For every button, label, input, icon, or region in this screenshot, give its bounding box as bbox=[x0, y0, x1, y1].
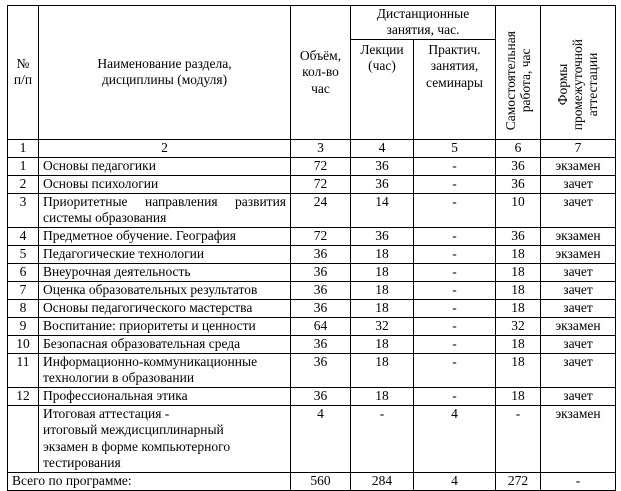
lectures-cell: 18 bbox=[351, 263, 414, 281]
self-study-cell: 32 bbox=[496, 317, 541, 335]
row-number-cell: 2 bbox=[8, 175, 39, 193]
assessment-cell: зачет bbox=[541, 387, 616, 405]
volume-cell: 36 bbox=[291, 387, 351, 405]
row-number-cell: 6 bbox=[8, 263, 39, 281]
volume-cell: 64 bbox=[291, 317, 351, 335]
lectures-cell: 18 bbox=[351, 353, 414, 387]
header-row-top bbox=[8, 6, 616, 40]
row-number-cell: 11 bbox=[8, 353, 39, 387]
discipline-name-cell: Основы психологии bbox=[39, 175, 291, 193]
lectures-cell: 18 bbox=[351, 281, 414, 299]
self-study-cell: 18 bbox=[496, 299, 541, 317]
self-study-cell: 18 bbox=[496, 263, 541, 281]
assessment-cell: экзамен bbox=[541, 227, 616, 245]
curriculum-table bbox=[7, 5, 616, 491]
volume-cell: 36 bbox=[291, 335, 351, 353]
discipline-name-cell: Информационно-коммуникационные технологии в образовании bbox=[39, 353, 291, 387]
header-num: № п/п bbox=[8, 6, 39, 140]
volume-cell: 72 bbox=[291, 157, 351, 175]
assessment-cell: экзамен bbox=[541, 157, 616, 175]
discipline-name-cell: Воспитание: приоритеты и ценности bbox=[39, 317, 291, 335]
practice-cell: - bbox=[414, 353, 496, 387]
self-study-cell: 36 bbox=[496, 157, 541, 175]
lectures-cell: 14 bbox=[351, 193, 414, 227]
table-row bbox=[8, 245, 616, 263]
col-index: 7 bbox=[541, 139, 616, 157]
volume-cell: 4 bbox=[291, 405, 351, 472]
row-number-cell: 12 bbox=[8, 387, 39, 405]
row-number-cell: 5 bbox=[8, 245, 39, 263]
lectures-cell: 36 bbox=[351, 157, 414, 175]
volume-cell: 36 bbox=[291, 353, 351, 387]
header-self-study-label: Самостоятельная работа, час bbox=[502, 31, 534, 131]
practice-cell: - bbox=[414, 263, 496, 281]
totals-label: Всего по программе: bbox=[8, 472, 291, 490]
table-row bbox=[8, 175, 616, 193]
assessment-cell: зачет bbox=[541, 353, 616, 387]
volume-cell: 24 bbox=[291, 193, 351, 227]
assessment-cell: зачет bbox=[541, 281, 616, 299]
self-study-cell: 18 bbox=[496, 353, 541, 387]
assessment-cell: экзамен bbox=[541, 405, 616, 472]
practice-cell: - bbox=[414, 157, 496, 175]
table-row-final-attestation bbox=[8, 405, 616, 472]
lectures-cell: 18 bbox=[351, 245, 414, 263]
volume-cell: 36 bbox=[291, 245, 351, 263]
practice-cell: - bbox=[414, 335, 496, 353]
header-practice: Практич. занятия, семинары bbox=[414, 39, 496, 139]
practice-cell: - bbox=[414, 175, 496, 193]
column-index-row bbox=[8, 139, 616, 157]
discipline-name-cell: Приоритетные направления развития системы образования bbox=[39, 193, 291, 227]
col-index: 4 bbox=[351, 139, 414, 157]
practice-cell: - bbox=[414, 227, 496, 245]
table-row bbox=[8, 227, 616, 245]
lectures-cell: 32 bbox=[351, 317, 414, 335]
discipline-name-cell: Профессиональная этика bbox=[39, 387, 291, 405]
header-distance-classes: Дистанционные занятия, час. bbox=[351, 6, 496, 40]
table-row bbox=[8, 281, 616, 299]
table-row bbox=[8, 299, 616, 317]
practice-cell: - bbox=[414, 193, 496, 227]
totals-practice: 4 bbox=[414, 472, 496, 490]
lectures-cell: 18 bbox=[351, 299, 414, 317]
practice-cell: - bbox=[414, 281, 496, 299]
discipline-name-cell: Оценка образовательных результатов bbox=[39, 281, 291, 299]
row-number-cell: 9 bbox=[8, 317, 39, 335]
col-index: 2 bbox=[39, 139, 291, 157]
table-row bbox=[8, 353, 616, 387]
discipline-name-cell: Основы педагогического мастерства bbox=[39, 299, 291, 317]
row-number-cell: 1 bbox=[8, 157, 39, 175]
totals-assessment: - bbox=[541, 472, 616, 490]
volume-cell: 36 bbox=[291, 299, 351, 317]
discipline-name-cell: Итоговая аттестация - итоговый междисциплинарный экзамен в форме компьютерного тестирования bbox=[39, 405, 291, 472]
totals-volume: 560 bbox=[291, 472, 351, 490]
table-row bbox=[8, 263, 616, 281]
assessment-cell: зачет bbox=[541, 299, 616, 317]
self-study-cell: 10 bbox=[496, 193, 541, 227]
row-number-cell: 10 bbox=[8, 335, 39, 353]
header-assessment-label: Формы промежуточной аттестации bbox=[555, 39, 601, 131]
row-number-cell: 4 bbox=[8, 227, 39, 245]
practice-cell: - bbox=[414, 245, 496, 263]
totals-row bbox=[8, 472, 616, 490]
lectures-cell: - bbox=[351, 405, 414, 472]
self-study-cell: 18 bbox=[496, 335, 541, 353]
lectures-cell: 36 bbox=[351, 227, 414, 245]
self-study-cell: 18 bbox=[496, 281, 541, 299]
self-study-cell: 18 bbox=[496, 387, 541, 405]
totals-self-study: 272 bbox=[496, 472, 541, 490]
table-row bbox=[8, 193, 616, 227]
discipline-name-cell: Предметное обучение. География bbox=[39, 227, 291, 245]
discipline-name-cell: Основы педагогики bbox=[39, 157, 291, 175]
lectures-cell: 36 bbox=[351, 175, 414, 193]
col-index: 5 bbox=[414, 139, 496, 157]
practice-cell: 4 bbox=[414, 405, 496, 472]
self-study-cell: 36 bbox=[496, 175, 541, 193]
row-number-cell: 3 bbox=[8, 193, 39, 227]
practice-cell: - bbox=[414, 387, 496, 405]
col-index: 1 bbox=[8, 139, 39, 157]
assessment-cell: экзамен bbox=[541, 245, 616, 263]
header-self-study bbox=[496, 6, 541, 140]
assessment-cell: зачет bbox=[541, 193, 616, 227]
header-assessment bbox=[541, 6, 616, 140]
discipline-name-cell: Педагогические технологии bbox=[39, 245, 291, 263]
lectures-cell: 18 bbox=[351, 387, 414, 405]
self-study-cell: - bbox=[496, 405, 541, 472]
totals-lectures: 284 bbox=[351, 472, 414, 490]
volume-cell: 72 bbox=[291, 227, 351, 245]
header-volume: Объём, кол-во час bbox=[291, 6, 351, 140]
assessment-cell: зачет bbox=[541, 175, 616, 193]
volume-cell: 36 bbox=[291, 281, 351, 299]
volume-cell: 36 bbox=[291, 263, 351, 281]
table-row bbox=[8, 317, 616, 335]
header-discipline-name: Наименование раздела, дисциплины (модуля) bbox=[39, 6, 291, 140]
volume-cell: 72 bbox=[291, 175, 351, 193]
table-row bbox=[8, 335, 616, 353]
table-row bbox=[8, 157, 616, 175]
assessment-cell: зачет bbox=[541, 263, 616, 281]
lectures-cell: 18 bbox=[351, 335, 414, 353]
row-number-cell: 8 bbox=[8, 299, 39, 317]
header-lectures: Лекции (час) bbox=[351, 39, 414, 139]
row-number-cell: 7 bbox=[8, 281, 39, 299]
practice-cell: - bbox=[414, 317, 496, 335]
discipline-name-cell: Внеурочная деятельность bbox=[39, 263, 291, 281]
col-index: 6 bbox=[496, 139, 541, 157]
self-study-cell: 18 bbox=[496, 245, 541, 263]
col-index: 3 bbox=[291, 139, 351, 157]
self-study-cell: 36 bbox=[496, 227, 541, 245]
assessment-cell: зачет bbox=[541, 335, 616, 353]
table-row bbox=[8, 387, 616, 405]
assessment-cell: экзамен bbox=[541, 317, 616, 335]
row-number-cell bbox=[8, 405, 39, 472]
discipline-name-cell: Безопасная образовательная среда bbox=[39, 335, 291, 353]
practice-cell: - bbox=[414, 299, 496, 317]
